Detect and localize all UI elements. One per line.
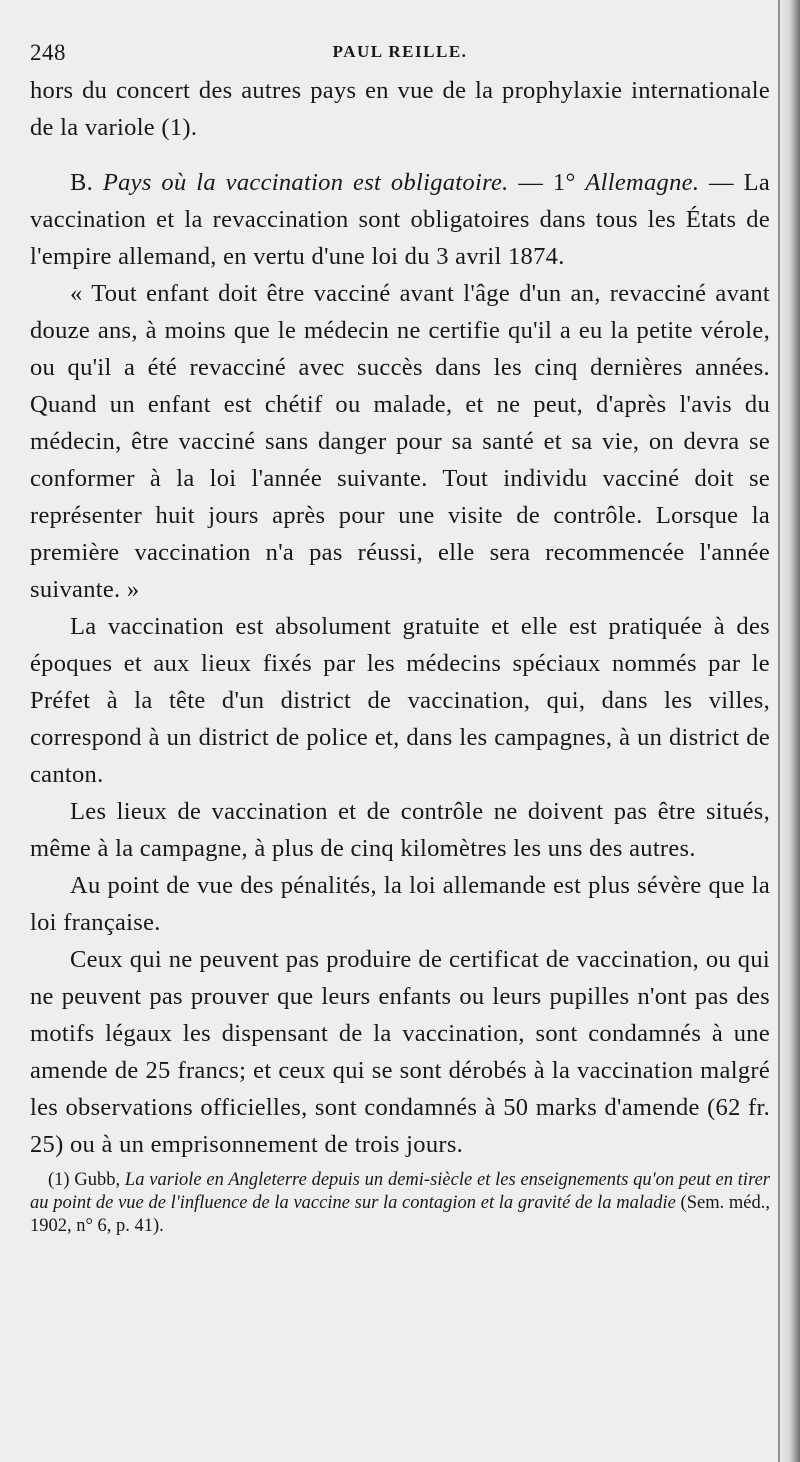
body-text [30,72,770,1163]
footnote-marker-author: (1) Gubb, [48,1170,121,1190]
law-quote-paragraph: « Tout enfant doit être vacciné avant l'âge d'un an, revacciné avant douze ans, à moins que le médecin ne certifie qu'il a eu la petite vérole, ou qu'il a été revacciné avec succès dans les cinq dernières années. Quand un enfant est chétif ou malade, et ne peut, d'après l'avis du médecin, être vacciné sans danger pour sa santé et sa vie, on devra se conformer à la loi l'année suivante. Tout individu vacciné doit se représenter huit jours après pour une visite de contrôle. Lorsque la première vaccination n'a pas réussi, elle sera recommencée l'année suivante. » [30,280,770,603]
footnote [30,1169,770,1238]
section-dash: — 1° [518,169,576,196]
section-text: — La vaccination et la revaccination sont obligatoires dans tous les États de l'empire allemand, en vertu d'une loi du 3 avril 1874. [30,169,771,270]
paragraph-6: Au point de vue des pénalités, la loi allemande est plus sévère que la loi française. [30,872,770,936]
running-head: PAUL REILLE. [332,42,468,61]
section-b-paragraph [30,164,770,275]
page-number: 248 [30,40,66,65]
paragraph-5: Les lieux de vaccination et de contrôle ne doivent pas être situés, même à la campagne, à plus de cinq kilomètres les uns des autres. [30,798,770,862]
section-label: B. [70,169,94,196]
page-header [30,36,770,72]
scan-page-edge-line [778,0,780,1462]
footnote-source: (Sem. méd., 1902, n° 6, p. 41). [30,1193,771,1236]
paragraph-7: Ceux qui ne peuvent pas produire de certificat de vaccination, ou qui ne peuvent pas prouver que leurs enfants ou leurs pupilles n'ont pas des motifs légaux les dispensant de la vaccination, sont condamnés à une amende de 25 francs; et ceux qui se sont dérobés à la vaccination malgré les observations officielles, sont condamnés à 50 marks d'amende (62 fr. 25) ou à un emprisonnement de trois jours. [30,946,770,1158]
country-heading: Allemagne. [585,169,700,196]
paragraph-4: La vaccination est absolument gratuite et elle est pratiquée à des époques et aux lieux fixés par les médecins spéciaux nommés par le Préfet à la tête d'un district de vaccination, qui, dans les villes, correspond à un district de police et, dans les campagnes, à un district de canton. [30,613,770,788]
paragraph-1: hors du concert des autres pays en vue de la prophylaxie internationale de la variole (1). [30,77,770,141]
footnote-title: La variole en Angleterre depuis un demi-siècle et les enseignements qu'on peut en tirer au point de vue de l'influence de la vaccine sur la contagion et la gravité de la maladie [30,1170,770,1213]
book-page [30,36,770,1238]
scan-page-edge-shadow [778,0,800,1462]
section-title: Pays où la vaccination est obligatoire. [102,169,509,196]
